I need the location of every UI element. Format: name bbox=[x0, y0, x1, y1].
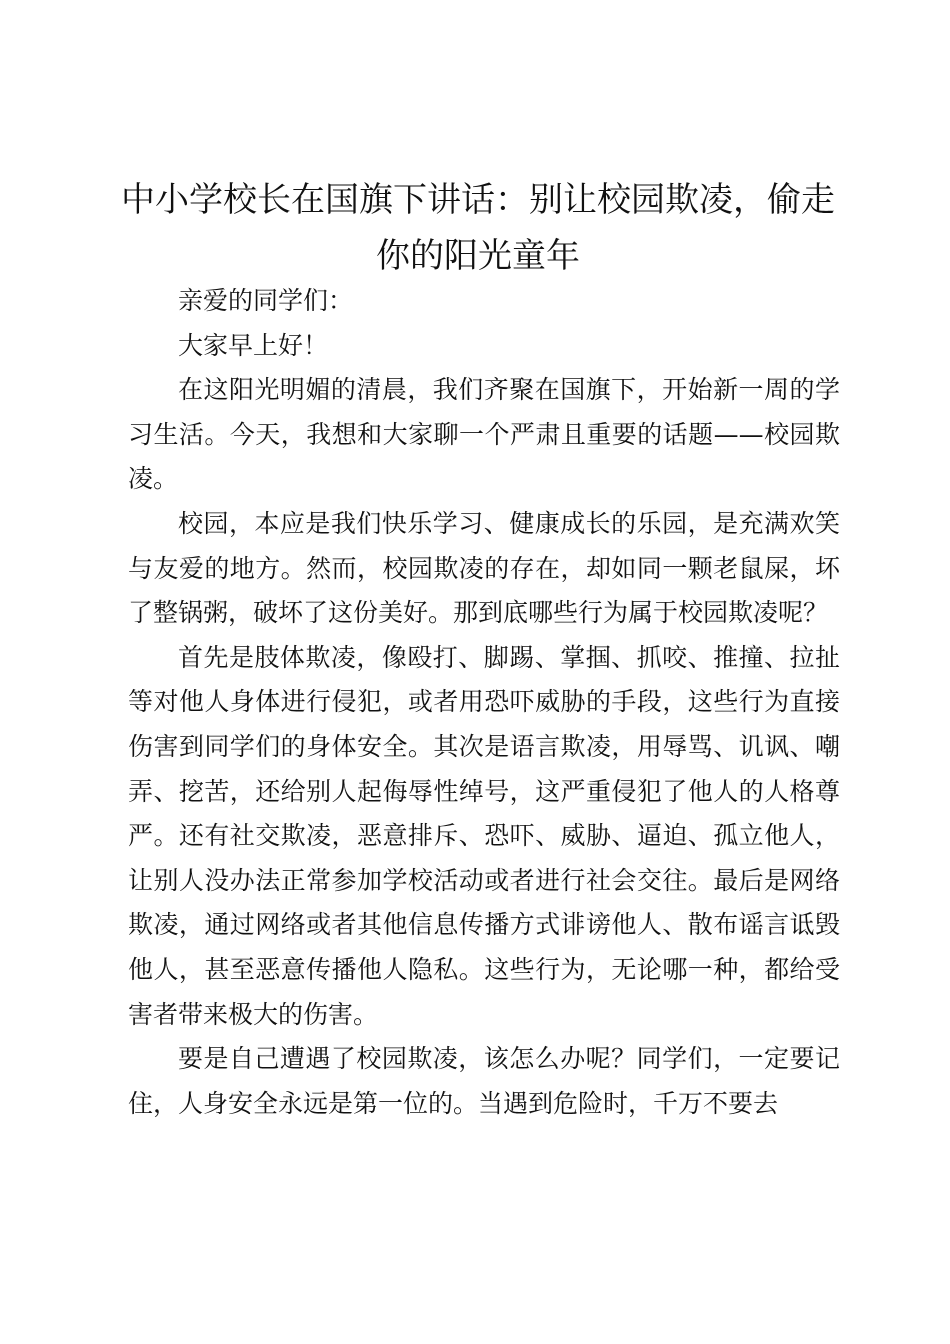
document-body bbox=[128, 279, 840, 1126]
document-title: 中小学校长在国旗下讲话：别让校园欺凌，偷走你的阳光童年 bbox=[121, 180, 835, 276]
paragraph-intro: 在这阳光明媚的清晨，我们齐聚在国旗下，开始新一周的学习生活。今天，我想和大家聊一个严肃且重要的话题——校园欺凌。 bbox=[128, 375, 840, 494]
paragraph-greeting: 亲爱的同学们： bbox=[178, 286, 354, 315]
paragraph-bullying-types: 首先是肢体欺凌，像殴打、脚踢、掌掴、抓咬、推撞、拉扯等对他人身体进行侵犯，或者用恐吓威胁的手段，这些行为直接伤害到同学们的身体安全。其次是语言欺凌，用辱骂、讥讽、嘲弄、挖苦，还给别人起侮辱性绰号，这严重侵犯了他人的人格尊严。还有社交欺凌，恶意排斥、恐吓、威胁、逼迫、孤立他人，让别人没办法正常参加学校活动或者进行社会交往。最后是网络欺凌，通过网络或者其他信息传播方式诽谤他人、散布谣言诋毁他人，甚至恶意传播他人隐私。这些行为，无论哪一种，都给受害者带来极大的伤害。 bbox=[128, 642, 840, 1029]
paragraph-campus: 校园，本应是我们快乐学习、健康成长的乐园，是充满欢笑与友爱的地方。然而，校园欺凌的存在，却如同一颗老鼠屎，坏了整锅粥，破坏了这份美好。那到底哪些行为属于校园欺凌呢？ bbox=[128, 508, 840, 628]
paragraph-good-morning: 大家早上好！ bbox=[178, 330, 329, 360]
paragraph-what-to-do: 要是自己遭遇了校园欺凌，该怎么办呢？同学们，一定要记住，人身安全永远是第一位的。当遇到危险时，千万不要去 bbox=[128, 1044, 840, 1118]
